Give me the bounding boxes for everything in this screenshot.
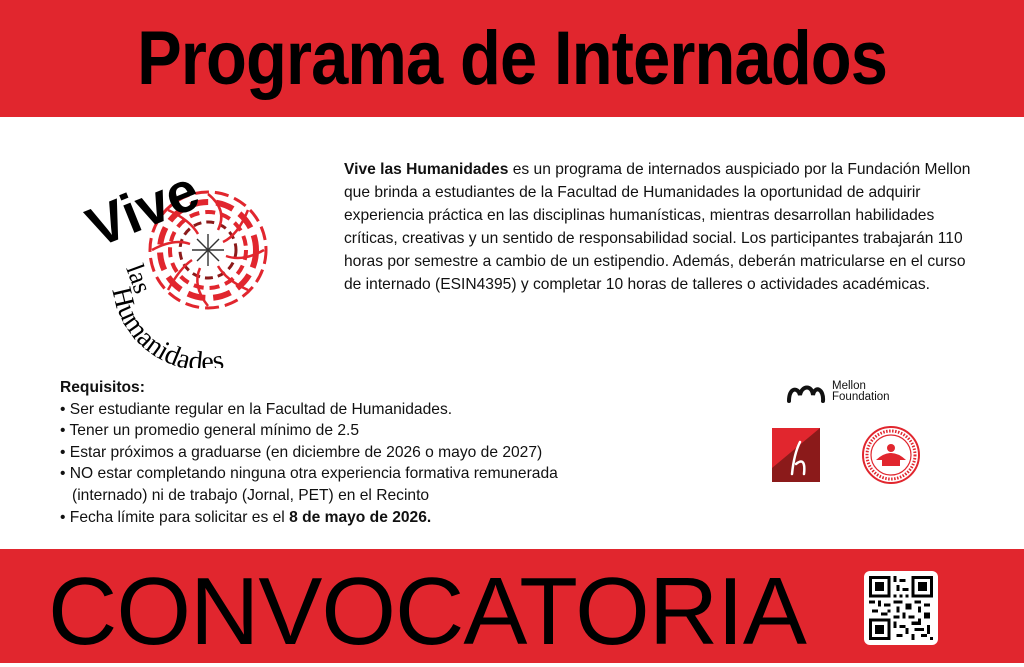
requirements-list — [60, 399, 700, 529]
footer-title: CONVOCATORIA — [48, 558, 806, 665]
qr-code-graphic — [869, 576, 933, 640]
vive-las-humanidades-logo — [52, 128, 304, 368]
logo-humanidades-arc — [105, 284, 226, 368]
humanidades-logo-icon — [772, 428, 820, 482]
list-item — [60, 463, 700, 506]
mellon-text — [832, 381, 890, 403]
mellon-icon — [786, 381, 826, 403]
list-item-deadline — [60, 507, 700, 529]
list-item — [60, 420, 700, 442]
list-item — [60, 399, 700, 421]
logo-las-text: las — [120, 260, 158, 298]
requirement-text: Ser estudiante regular en la Facultad de Humanidades. — [69, 400, 453, 418]
requirement-continuation: (internado) ni de trabajo (Jornal, PET) en el Recinto — [72, 486, 430, 504]
requirement-text: NO estar completando ninguna otra experiencia formativa remunerada — [69, 465, 558, 483]
requirement-text: Tener un promedio general mínimo de 2.5 — [69, 422, 360, 440]
mellon-line1: Mellon — [832, 380, 866, 392]
description-body: es un programa de internados auspiciado por la Fundación Mellon que brinda a estudiantes de la Facultad de Humanidades la oportunidad de adquirir experiencia práctica en las disciplinas humanísticas, mientras desarrollan habilidades críticas, creativas y un sentido de responsabilidad social. Los participantes trabajarán 110 horas por semestre a cambio de un estipendio. Además, deberán matricularse en el curso de internado (ESIN4395) y completar 10 horas de talleres o actividades académicas. — [344, 161, 971, 293]
qr-code-icon[interactable] — [864, 571, 938, 645]
vive-logo-graphic — [52, 128, 304, 368]
logo-humanidades-text: Humanidades — [105, 284, 227, 368]
description-lead: Vive las Humanidades — [344, 161, 509, 178]
mellon-line2: Foundation — [832, 391, 890, 403]
list-item — [60, 442, 700, 464]
deadline-prefix: Fecha límite para solicitar es el — [69, 508, 290, 526]
program-description — [344, 158, 984, 296]
logo-vive-text: Vive — [77, 157, 208, 260]
requirement-text: Estar próximos a graduarse (en diciembre de 2026 o mayo de 2027) — [69, 443, 543, 461]
deadline-date: 8 de mayo de 2026. — [289, 508, 432, 526]
page-title: Programa de Internados — [137, 16, 887, 101]
header-band — [0, 0, 1024, 117]
upr-seal-icon — [862, 426, 920, 484]
requirements-title: Requisitos: — [60, 379, 145, 396]
requirements-section — [60, 377, 700, 528]
mellon-foundation-logo — [786, 378, 906, 406]
